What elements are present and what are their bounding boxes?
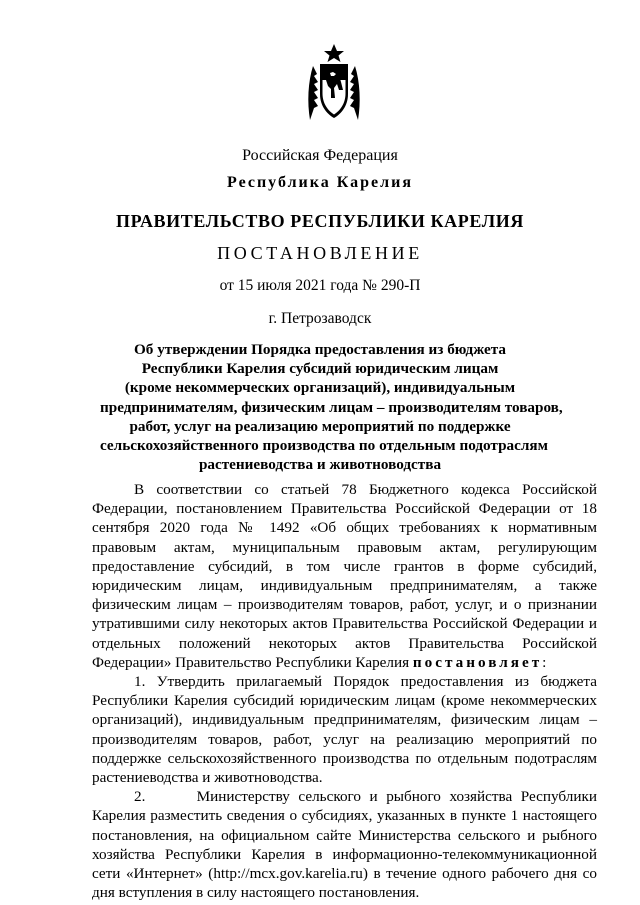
- document-title: [100, 340, 563, 474]
- preamble-paragraph: [92, 480, 597, 672]
- title-line: сельскохозяйственного производства по отдельным подотраслям: [100, 437, 548, 455]
- government-name: ПРАВИТЕЛЬСТВО РЕСПУБЛИКИ КАРЕЛИЯ: [116, 211, 524, 231]
- resolves-colon: :: [542, 653, 547, 671]
- title-line: растениеводства и животноводства: [198, 456, 442, 474]
- coat-of-arms-emblem: [305, 42, 363, 124]
- title-line: Об утверждении Порядка предоставления из бюджета: [133, 341, 507, 358]
- republic-name: Республика Карелия: [227, 174, 413, 191]
- item-2-paragraph: 2. Министерству сельского и рыбного хозяйства Республики Карелия разместить сведения о субсидиях, указанных в пункте 1 настоящего постановления, на официальном сайте Министерства сельского и рыбного хозяйства Республики Карелия в информационно-телекоммуникационной сети «Интернет» (http://mcx.gov.karelia.ru) в течение одного рабочего дня со дня вступления в силу настоящего постановления.: [92, 788, 601, 902]
- preamble-text: В соответствии со статьей 78 Бюджетного кодекса Российской Федерации, постановлением Правительства Российской Федерации от 18 сентября 2020 года № 1492 «Об общих требованиях к нормативным правовым актам, муниципальным правовым актам, регулирующим предоставление субсидий, в том числе грантов в форме субсидий, юридическим лицам, индивидуальным предпринимателям, а также физическим лицам – производителям товаров, работ, услуг, и о признании утратившими силу некоторых актов Правительства Российской Федерации и отдельных положений некоторых актов Правительства Российской Федерации» Правительство Республики Карелия: [92, 481, 597, 671]
- document-body: [92, 480, 601, 902]
- title-line: Республики Карелия субсидий юридическим лицам: [141, 360, 499, 378]
- title-line: работ, услуг на реализацию мероприятий по поддержке: [129, 417, 511, 435]
- date-and-number: от 15 июля 2021 года № 290-П: [219, 277, 421, 294]
- resolves-keyword: постановляет: [412, 653, 543, 671]
- item-1-paragraph: 1. Утвердить прилагаемый Порядок предоставления из бюджета Республики Карелия субсидий юридическим лицам (кроме некоммерческих организаций), индивидуальным предпринимателям, физическим лицам – производителям товаров, работ, услуг на реализацию мероприятий по поддержке сельскохозяйственного производства по отдельным подотраслям растениеводства и животноводства.: [92, 673, 597, 787]
- document-type: ПОСТАНОВЛЕНИЕ: [217, 243, 423, 263]
- title-line: (кроме некоммерческих организаций), индивидуальным: [124, 379, 516, 397]
- country-name: Российская Федерация: [242, 147, 398, 164]
- city-name: г. Петрозаводск: [268, 310, 372, 327]
- title-line: предпринимателям, физическим лицам – производителям товаров,: [100, 398, 563, 416]
